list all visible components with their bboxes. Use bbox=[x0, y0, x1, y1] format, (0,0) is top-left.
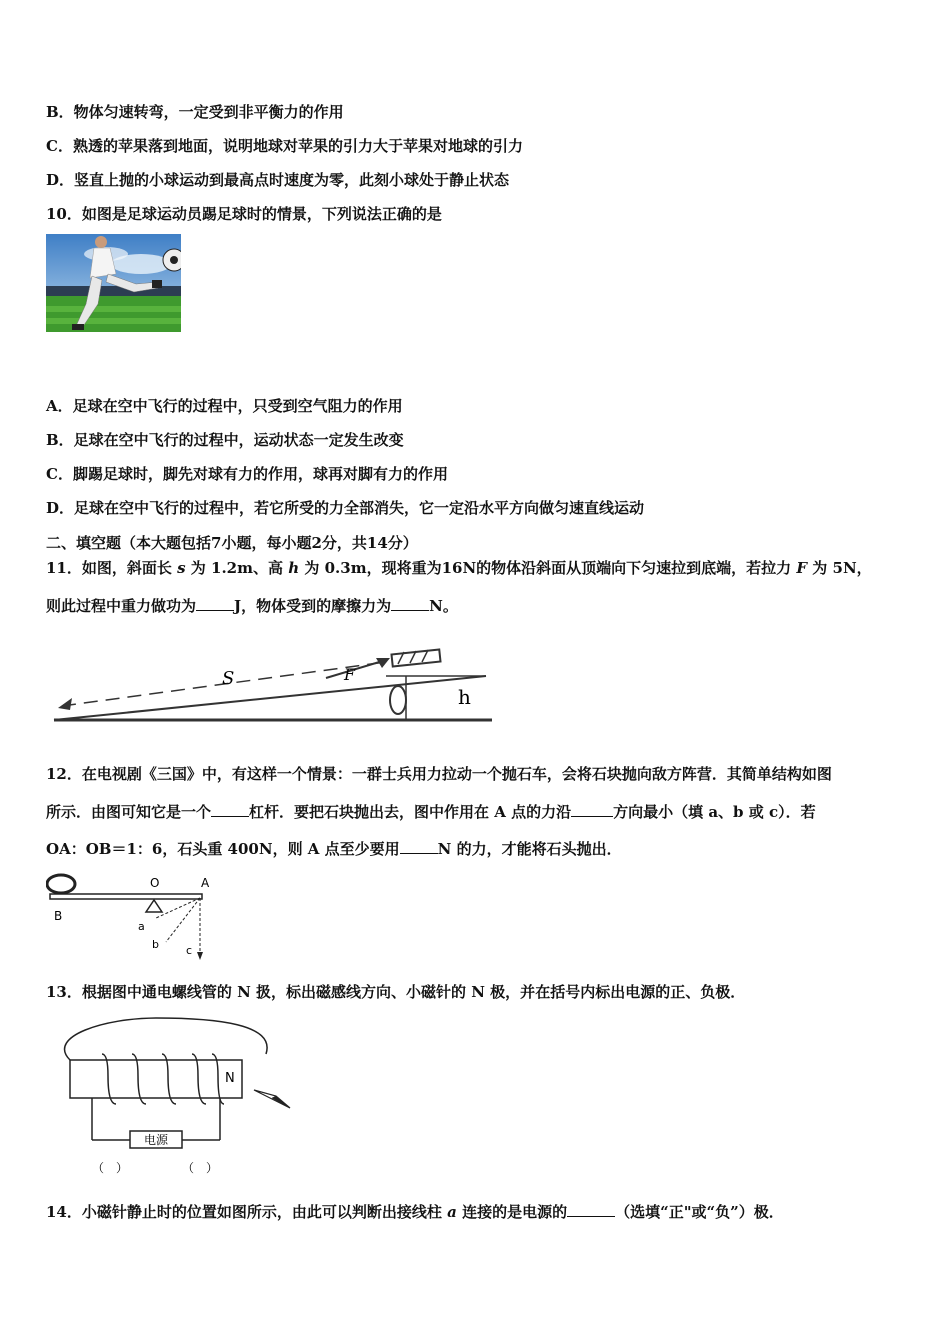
coil-turn-3 bbox=[162, 1054, 176, 1104]
pulley-wheel bbox=[390, 686, 406, 714]
fulcrum bbox=[146, 900, 162, 912]
coil-turn-5 bbox=[212, 1054, 224, 1104]
q11-blank-friction[interactable] bbox=[391, 595, 429, 611]
q10-stem: 10．如图是足球运动员踢足球时的情景，下列说法正确的是 bbox=[46, 205, 442, 223]
q14-var-a: a bbox=[447, 1203, 457, 1221]
incline-figure bbox=[46, 640, 506, 740]
football-player-photo bbox=[46, 234, 181, 332]
q9-option-c: C．熟透的苹果落到地面，说明地球对苹果的引力大于苹果对地球的引力 bbox=[46, 137, 523, 155]
solenoid-core bbox=[70, 1060, 242, 1098]
lever-figure bbox=[46, 872, 226, 962]
label-a-point: A bbox=[201, 876, 210, 890]
q12-line3-text-1: OA：OB＝1：6，石头重 400N，则 A 点至少要用 bbox=[46, 840, 400, 858]
q14-text-1: 14．小磁针静止时的位置如图所示，由此可以判断出接线柱 bbox=[46, 1203, 442, 1221]
q12-line2 bbox=[46, 801, 816, 822]
q12-line2-text-2: 杠杆．要把石块抛出去，图中作用在 A 点的力沿 bbox=[249, 803, 572, 821]
solenoid-figure bbox=[46, 1014, 306, 1174]
q12-line1: 12．在电视剧《三国》中，有这样一个情景：一群士兵用力拉动一个抛石车，会将石块抛向敌方阵营．其简单结构如图 bbox=[46, 765, 832, 783]
q12-blank-force[interactable] bbox=[400, 838, 438, 854]
label-a-direction: a bbox=[138, 920, 145, 933]
magnetic-field-line bbox=[65, 1018, 268, 1060]
q11-var-s: s bbox=[177, 559, 186, 577]
q12-line2-text-1: 所示．由图可知它是一个 bbox=[46, 803, 212, 821]
q9-option-d: D．竖直上抛的小球运动到最高点时速度为零，此刻小球处于静止状态 bbox=[46, 171, 510, 189]
q13-stem: 13．根据图中通电螺线管的 N 扱，标出磁感线方向、小磁针的 N 极，并在括号内标出电源的正、负极． bbox=[46, 983, 746, 1001]
label-h: h bbox=[458, 685, 471, 709]
q12-line2-text-3: 方向最小（填 a、b 或 c）．若 bbox=[613, 803, 816, 821]
force-b-line bbox=[166, 898, 200, 942]
compass-needle-tip bbox=[272, 1096, 290, 1108]
lever-bar bbox=[50, 894, 202, 899]
q11-line2-text-2: J，物体受到的摩擦力为 bbox=[234, 597, 392, 615]
label-b-direction: b bbox=[152, 938, 159, 951]
q11-text-1: 11．如图，斜面长 bbox=[46, 559, 172, 577]
coil-turn-4 bbox=[192, 1054, 206, 1104]
section-title-fill-blank: 二、填空题（本大题包括7小题，每小题2分，共14分） bbox=[46, 534, 418, 552]
q11-var-f: F bbox=[796, 559, 808, 577]
q11-line2-text-1: 则此过程中重力做功为 bbox=[46, 597, 197, 615]
q11-var-h: h bbox=[288, 559, 300, 577]
label-n-pole: N bbox=[225, 1071, 235, 1086]
label-f: F bbox=[344, 665, 356, 684]
q12-blank-lever-type[interactable] bbox=[211, 801, 249, 817]
bracket-right[interactable]: （ ） bbox=[182, 1161, 219, 1174]
compass-needle bbox=[254, 1090, 290, 1108]
q10-option-a: A．足球在空中飞行的过程中，只受到空气阻力的作用 bbox=[46, 397, 403, 415]
q12-line3 bbox=[46, 838, 622, 859]
q12-blank-direction[interactable] bbox=[571, 801, 613, 817]
q12-line3-text-2: N 的力，才能将石头抛出． bbox=[437, 840, 622, 858]
label-o: O bbox=[150, 876, 160, 890]
stone bbox=[47, 875, 75, 893]
q14-text-3: （选填“正"或“负”）极． bbox=[615, 1203, 784, 1221]
q11-line2 bbox=[46, 595, 458, 616]
q14-text-2: 连接的是电源的 bbox=[462, 1203, 568, 1221]
coil-turn-1 bbox=[102, 1054, 116, 1104]
force-a-line bbox=[156, 898, 200, 918]
q10-option-d: D．足球在空中飞行的过程中，若它所受的力全部消失，它一定沿水平方向做匀速直线运动 bbox=[46, 499, 645, 517]
q14-blank-pole[interactable] bbox=[567, 1201, 615, 1217]
q10-option-b: B．足球在空中飞行的过程中，运动状态一定发生改变 bbox=[46, 431, 404, 449]
bracket-left[interactable]: （ ） bbox=[92, 1161, 129, 1174]
force-c-arrowhead bbox=[197, 952, 203, 960]
q11-text-4: 为 5N， bbox=[812, 559, 872, 577]
q14-line bbox=[46, 1201, 784, 1222]
q11-blank-work[interactable] bbox=[196, 595, 234, 611]
q11-text-3: 为 0.3m，现将重为16N的物体沿斜面从顶端向下匀速拉到底端，若拉力 bbox=[304, 559, 792, 577]
label-s: S bbox=[222, 668, 235, 689]
power-source-label: 电源 bbox=[143, 1133, 169, 1147]
q9-option-b: B．物体匀速转弯，一定受到非平衡力的作用 bbox=[46, 103, 344, 121]
label-c-direction: c bbox=[186, 944, 193, 957]
q11-text-2: 为 1.2m、高 bbox=[190, 559, 283, 577]
coil-turn-2 bbox=[132, 1054, 146, 1104]
q10-option-c: C．脚踢足球时，脚先对球有力的作用，球再对脚有力的作用 bbox=[46, 465, 448, 483]
q11-line2-text-3: N。 bbox=[429, 597, 458, 615]
q11-line1 bbox=[46, 558, 872, 578]
length-s-arrowhead bbox=[58, 698, 72, 710]
label-b-point: B bbox=[54, 909, 63, 923]
